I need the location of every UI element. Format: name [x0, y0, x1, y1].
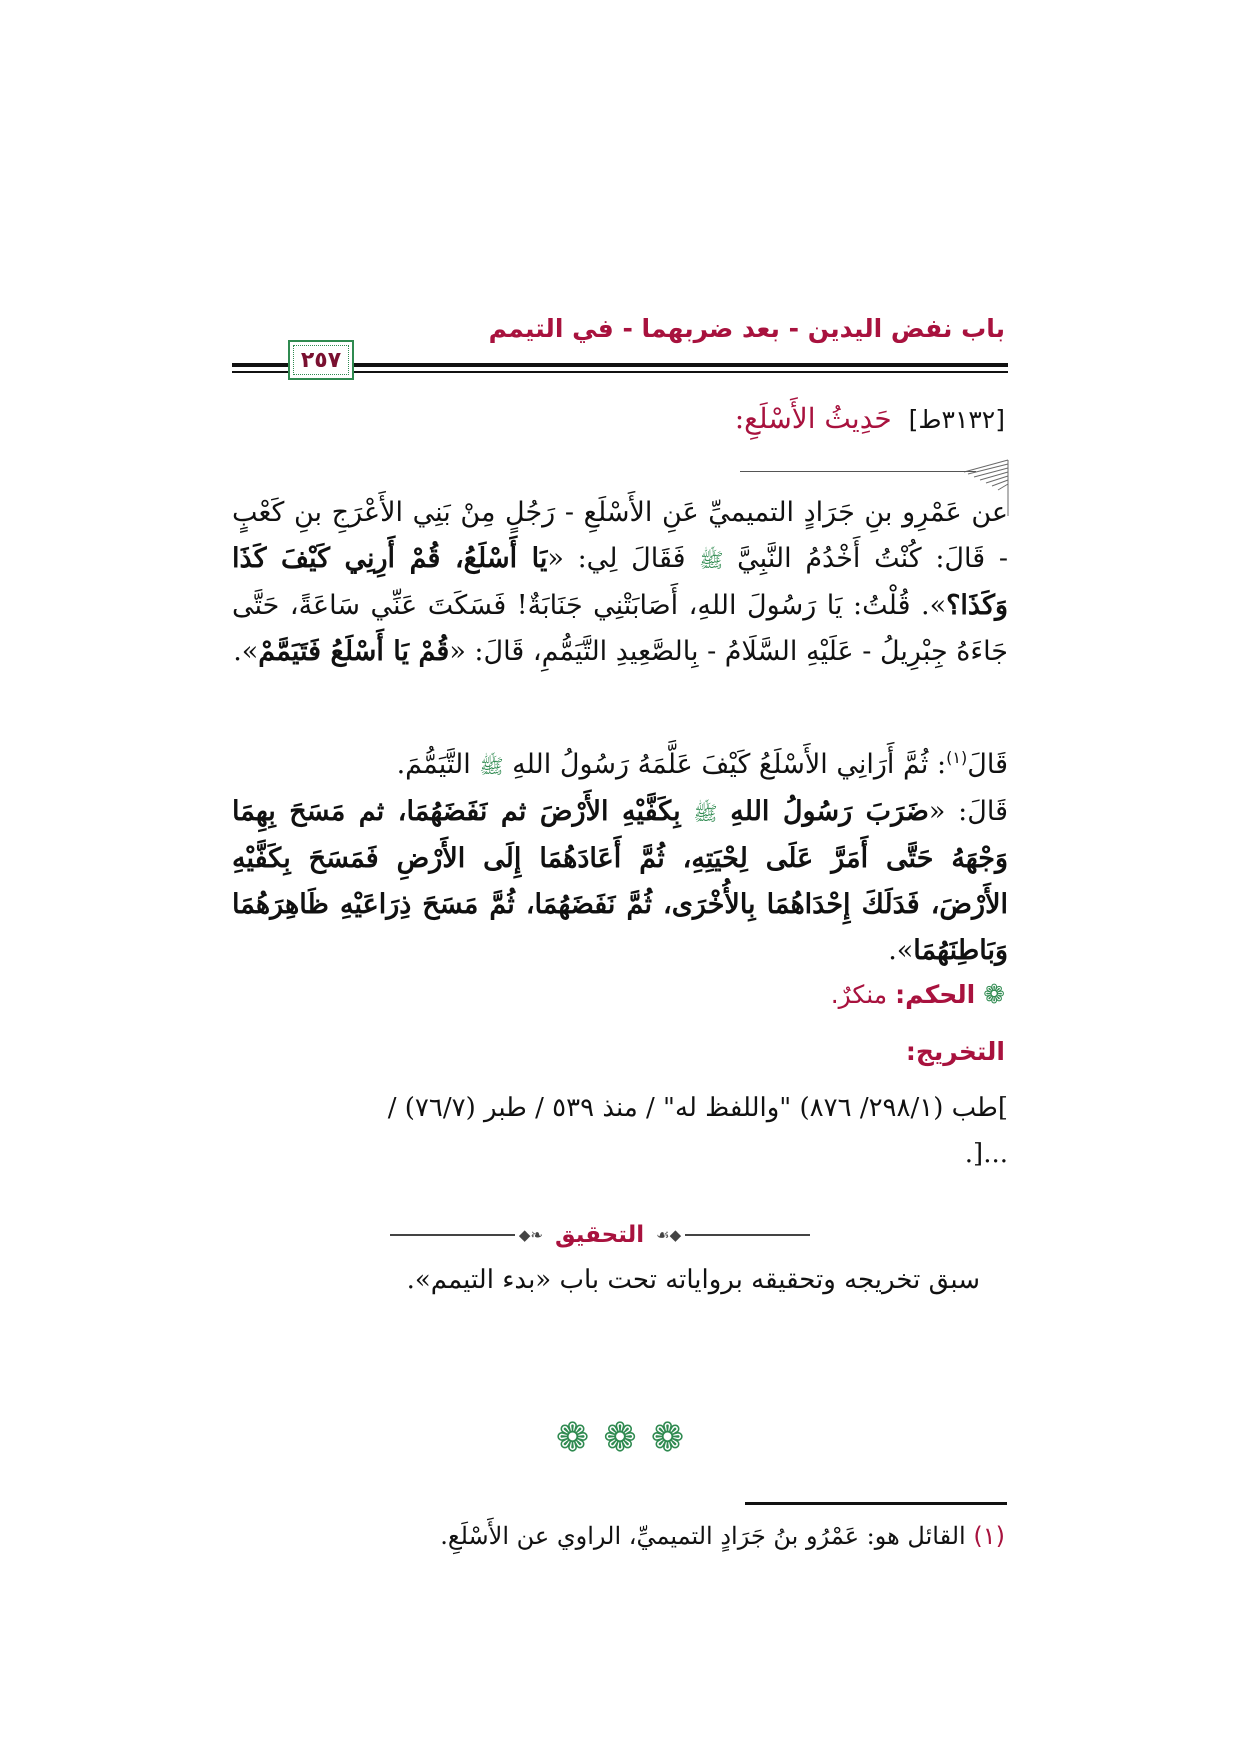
section-end-ornament — [520, 1415, 720, 1461]
footnote-ref: (١) — [946, 748, 968, 767]
divider-rule — [685, 1234, 810, 1236]
tahqiq-text: سبق تخريجه وتحقيقه برواياته تحت باب «بدء التيمم». — [406, 1265, 980, 1295]
takhrij-line-2: ...[. — [964, 1139, 1008, 1169]
hadith-paragraph-1: عن عَمْرِو بنِ جَرَادٍ التميميِّ عَنِ الأَسْلَعِ - رَجُلٍ مِنْ بَنِي الأَعْرَجِ بنِ كَعْبٍ - قَالَ: كُنْتُ أَخْدُمُ النَّبِيَّ ﷺ فَقَالَ لِي: «يَا أَسْلَعُ، قُمْ أَرِنِي كَيْفَ كَذَا وَكَذَا؟». قُلْتُ: يَا رَسُولَ اللهِ، أَصَابَتْنِي جَنَابَةٌ! فَسَكَتَ عَنِّي سَاعَةً، حَتَّى جَاءَهُ جِبْرِيلُ - عَلَيْهِ السَّلَامُ - بِالصَّعِيدِ التَّيَمُّمِ، قَالَ: «قُمْ يَا أَسْلَعُ فَتَيَمَّمْ». — [232, 497, 1008, 667]
takhrij-line-1: ]طب (٢٩٨/١/ ٨٧٦) "واللفظ له" / منذ ٥٣٩ / طبر (٧٦/٧) / — [387, 1093, 1008, 1123]
section-title: حَدِيثُ الأَسْلَعِ: — [734, 402, 892, 435]
divider-rule — [390, 1234, 515, 1236]
page-number: ٢٥٧ — [300, 347, 342, 373]
divider-ornament-icon: ◆❧ — [518, 1226, 543, 1244]
hadith-paragraph-2: قَالَ$^{(١)}$: ثُمَّ أَرَانِي الأَسْلَعُ كَيْفَ عَلَّمَهُ رَسُولُ اللهِ ﷺ التَّيَمُّمَ. قَالَ: «ضَرَبَ رَسُولُ اللهِ ﷺ بِكَفَّيْهِ الأَرْضَ ثم نَفَضَهُمَا، ثم مَسَحَ بِهِمَا وَجْهَهُ حَتَّى أَمَرَّ عَلَى لِحْيَتِهِ، ثُمَّ أَعَادَهُمَا إِلَى الأَرْضِ فَمَسَحَ بِكَفَّيْهِ الأَرْضَ، فَدَلَكَ إِحْدَاهُمَا بِالأُخْرَى، ثُمَّ نَفَضَهُمَا، ثُمَّ مَسَحَ ذِرَاعَيْهِ ظَاهِرَهُمَا وَبَاطِنَهُمَا». — [232, 748, 1008, 966]
flower-icon: ❁ — [603, 1415, 637, 1461]
divider-ornament-icon: ☙◆ — [656, 1226, 682, 1244]
takhrij-heading: التخريج: — [905, 1037, 1005, 1066]
heading-underline — [740, 471, 976, 472]
section-number: [٣١٣٢ط] — [908, 405, 1005, 434]
footnote-text: القائل هو: عَمْرُو بنُ جَرَادٍ التميميِّ، الراوي عن الأَسْلَعِ. — [440, 1522, 966, 1550]
tahqiq-heading: التحقيق — [554, 1222, 645, 1248]
salutation-glyph: ﷺ — [479, 754, 504, 778]
flower-icon: ❁ — [983, 980, 1005, 1010]
flower-icon: ❁ — [555, 1415, 590, 1461]
takhrij-sources — [232, 1085, 1008, 1177]
chapter-title: باب نفض اليدين - بعد ضربهما - في التيمم — [488, 314, 1005, 343]
ruling-label: الحكم: — [895, 980, 976, 1009]
footnote-rule — [745, 1502, 1007, 1505]
salutation-glyph: ﷺ — [693, 801, 718, 825]
tahqiq-divider — [390, 1220, 810, 1250]
ruling-line — [831, 980, 1005, 1010]
footnote — [440, 1522, 1005, 1550]
flower-icon: ❁ — [650, 1415, 685, 1461]
salutation-glyph: ﷺ — [699, 548, 724, 572]
page-number-badge — [288, 340, 354, 380]
section-heading — [735, 402, 1005, 435]
footnote-number: (١) — [973, 1522, 1005, 1550]
ruling-value: منكرٌ. — [830, 980, 888, 1009]
